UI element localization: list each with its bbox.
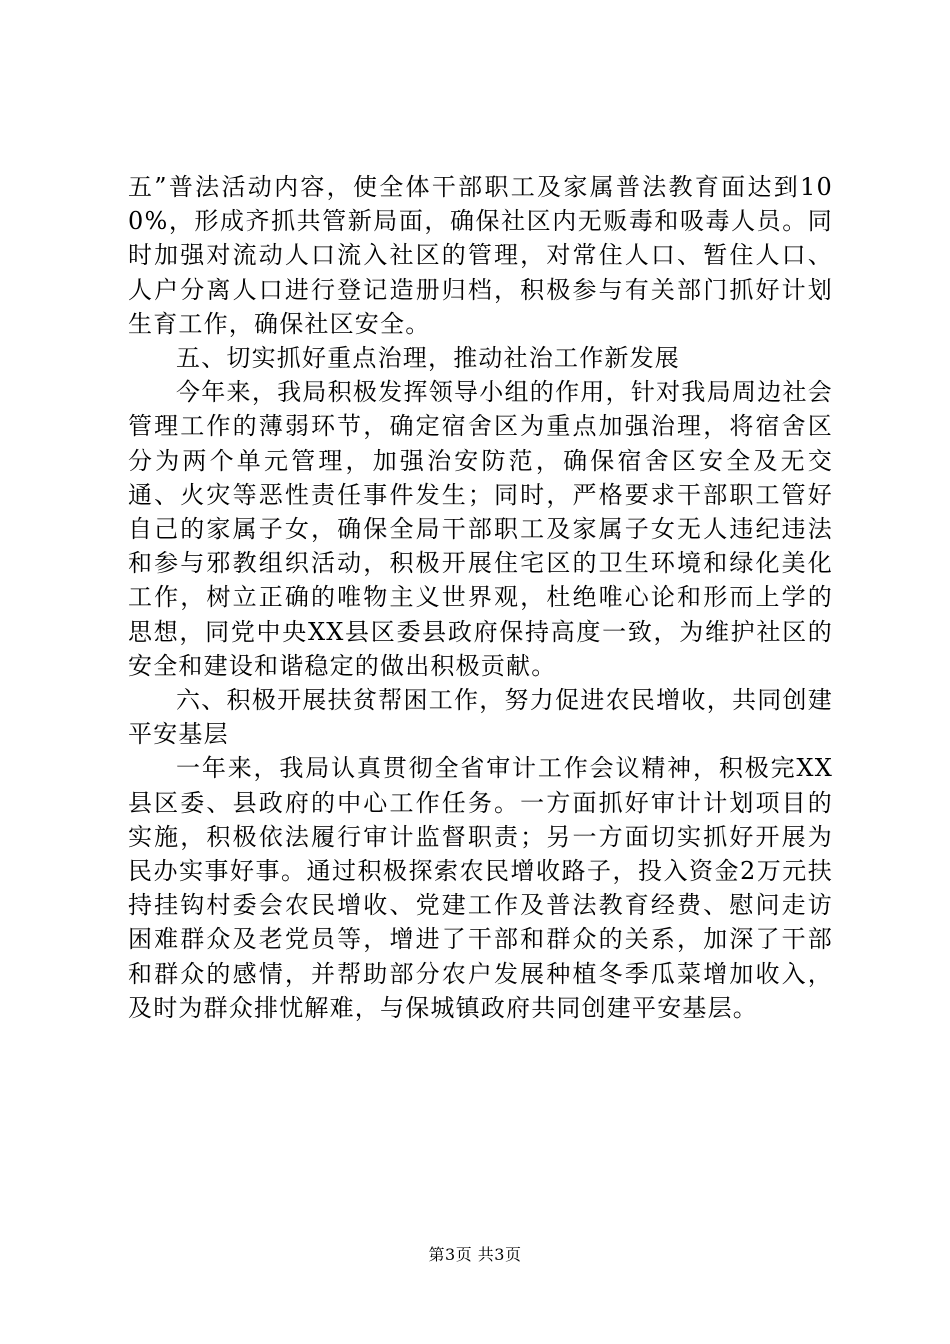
document-body (128, 170, 833, 1025)
paragraph-section-six: 一年来，我局认真贯彻全省审计工作会议精神，积极完XX县区委、县政府的中心工作任务。一方面抓好审计计划项目的实施，积极依法履行审计监督职责；另一方面切实抓好开展为民办实事好事。通过积极探索农民增收路子，投入资金2万元扶持挂钩村委会农民增收、党建工作及普法教育经费、慰问走访困难群众及老党员等，增进了干部和群众的关系，加深了干部和群众的感情，并帮助部分农户发展种植冬季瓜菜增加收入，及时为群众排忧解难，与保城镇政府共同创建平安基层。 (128, 754, 833, 1022)
paragraph-section-five: 今年来，我局积极发挥领导小组的作用，针对我局周边社会管理工作的薄弱环节，确定宿舍区为重点加强治理，将宿舍区分为两个单元管理，加强治安防范，确保宿舍区安全及无交通、火灾等恶性责任事件发生；同时，严格要求干部职工管好自己的家属子女，确保全局干部职工及家属子女无人违纪违法和参与邪教组织活动，积极开展住宅区的卫生环境和绿化美化工作，树立正确的唯物主义世界观，杜绝唯心论和形而上学的思想，同党中央XX县区委县政府保持高度一致，为维护社区的安全和建设和谐稳定的做出积极贡献。 (128, 378, 833, 680)
section-heading-six: 六、积极开展扶贫帮困工作，努力促进农民增收，共同创建平安基层 (128, 686, 833, 749)
paragraph-continuation: 五”普法活动内容，使全体干部职工及家属普法教育面达到100%，形成齐抓共管新局面，确保社区内无贩毒和吸毒人员。同时加强对流动人口流入社区的管理，对常住人口、暂住人口、人户分离人口进行登记造册归档，积极参与有关部门抓好计划生育工作，确保社区安全。 (128, 173, 833, 338)
page-number-footer: 第3页 共3页 (428, 1245, 522, 1264)
section-heading-five: 五、切实抓好重点治理，推动社治工作新发展 (176, 344, 680, 373)
